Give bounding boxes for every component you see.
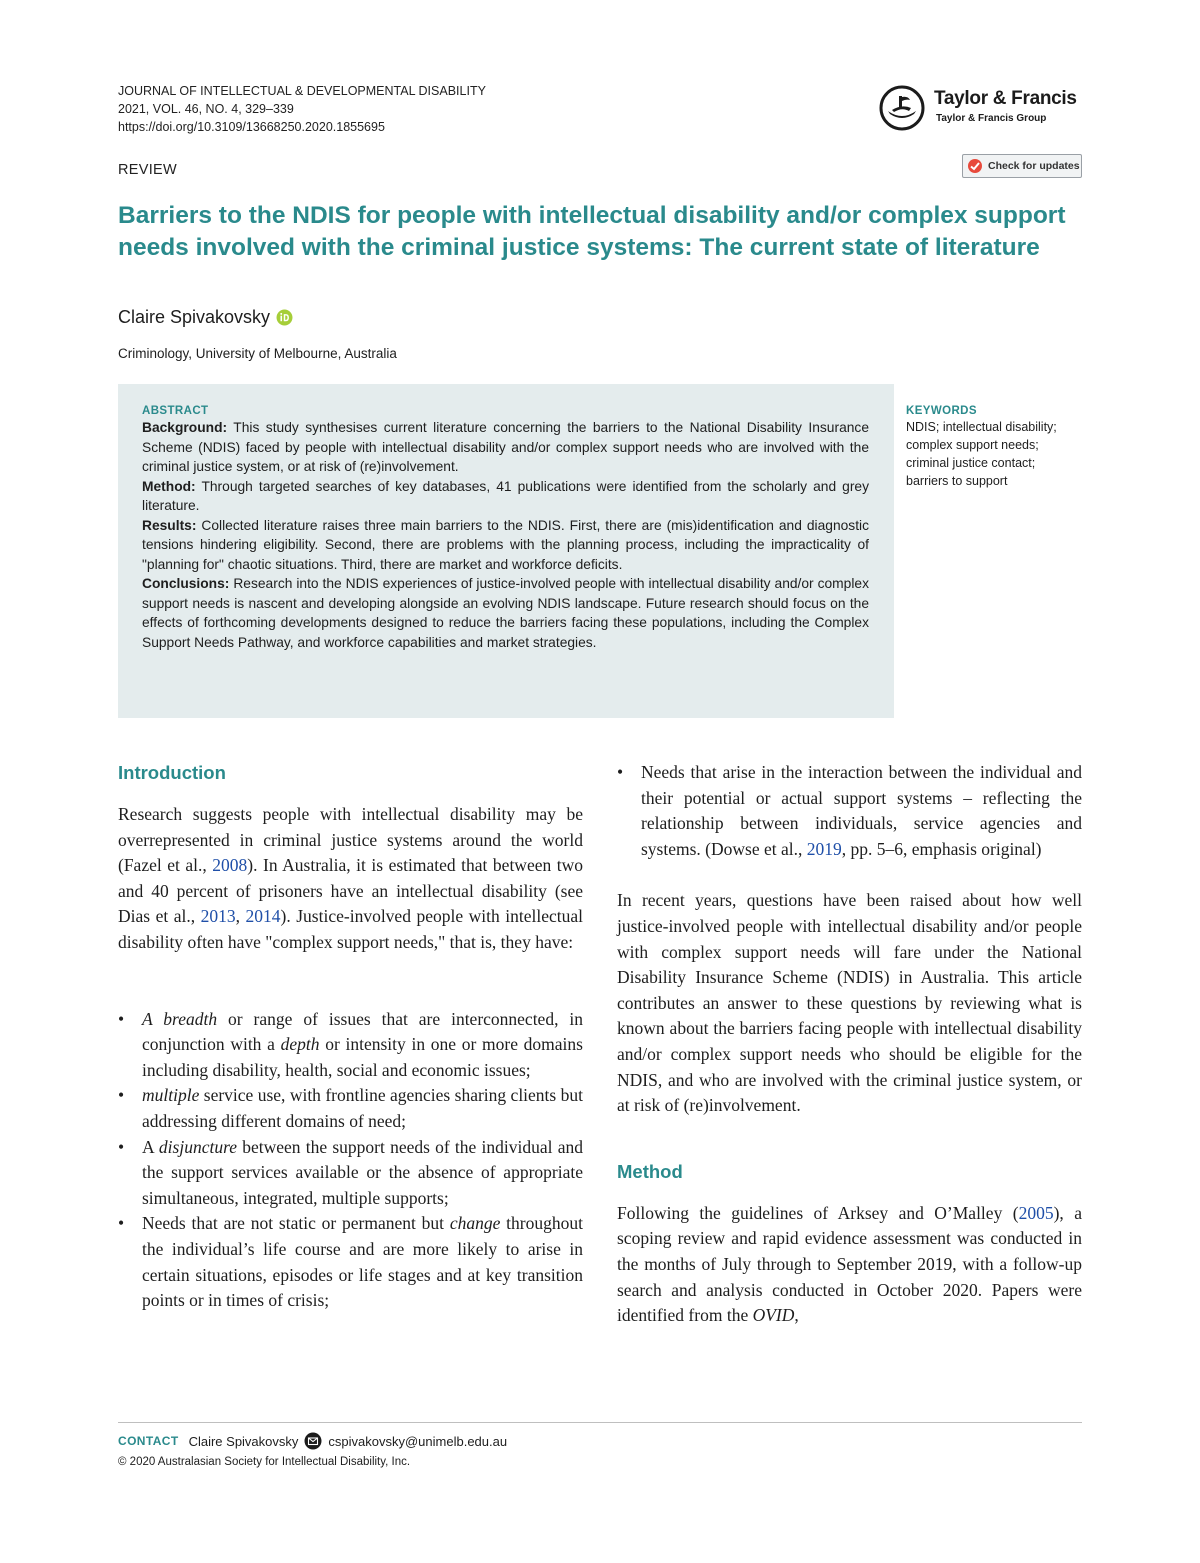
journal-doi[interactable]: https://doi.org/10.3109/13668250.2020.1855695 [118, 120, 385, 134]
abstract-method-label: Method: [142, 478, 196, 494]
body-column-right [617, 760, 1082, 1329]
keywords-block [906, 404, 1086, 490]
text-run: A [142, 1136, 159, 1157]
journal-header [118, 82, 486, 136]
article-title: Barriers to the NDIS for people with intellectual disability and/or complex support needs involved with the criminal justice systems: The current state of literature [118, 202, 1066, 261]
abstract-results-text: Collected literature raises three main barriers to the NDIS. First, there are (mis)identification and diagnostic tensions hindering eligibility. Second, there are problems with the planning process, including the impracticality of "planning for" chaotic situations. Third, there are market and workforce deficits. [142, 517, 869, 572]
abstract-method [142, 477, 869, 516]
abstract-heading: ABSTRACT [142, 405, 209, 417]
author-affiliation: Criminology, University of Melbourne, Australia [118, 346, 397, 361]
abstract-results-label: Results: [142, 517, 197, 533]
method-paragraph-1 [617, 1201, 1082, 1329]
text-run: Following the guidelines of Arksey and O’Malley ( [617, 1202, 1019, 1223]
text-run: Needs that are not static or permanent but [142, 1213, 450, 1234]
keyword-item: barriers to support [906, 474, 1008, 488]
text-run: OVID [752, 1305, 795, 1326]
complex-needs-list [118, 1007, 583, 1314]
list-item [118, 1211, 583, 1313]
abstract-conclusions [142, 574, 869, 652]
introduction-paragraph-1 [118, 802, 583, 956]
email-icon [304, 1432, 322, 1450]
citation-link[interactable]: 2013 [200, 906, 236, 927]
contact-email[interactable]: cspivakovsky@unimelb.edu.au [328, 1433, 508, 1449]
publisher-logo [878, 84, 1088, 134]
citation-link[interactable]: 2014 [245, 906, 281, 927]
list-item [118, 1083, 583, 1134]
text-run: multiple [142, 1085, 200, 1106]
text-run: depth [280, 1034, 320, 1055]
publisher-group: Taylor & Francis Group [936, 113, 1047, 124]
author-name: Claire Spivakovsky [118, 307, 271, 327]
text-run: or intensity in one or more domains including disability, health, social and economic issues; [142, 1034, 583, 1080]
publisher-name: Taylor & Francis [934, 88, 1077, 109]
text-run: Needs that arise in the interaction between the individual and their potential or actual support systems – reflecting the relationship between individuals, service agencies and systems. (Dowse et al., [641, 762, 1082, 859]
introduction-paragraph-2: In recent years, questions have been raised about how well justice-involved people with intellectual disability and/or people with complex support needs will fare under the National Disability Insurance Scheme (NDIS) in Australia. This article contributes an answer to these questions by reviewing what is known about the barriers facing people with intellectual disability and/or complex support needs who should be eligible for the NDIS, and who are involved with the criminal justice system, or at risk of (re)involvement. [617, 890, 1082, 1116]
keyword-item: intellectual disability; [942, 420, 1057, 434]
article-type: REVIEW [118, 162, 177, 178]
text-run: disjuncture [158, 1136, 237, 1157]
text-run: between the support needs of the individual and the support services available or the absence of appropriate simultaneous, integrated, multiple supports; [142, 1136, 583, 1208]
text-run: throughout the individual’s life course and are more likely to arise in certain situations, episodes or life stages and at key transition points or in times of crisis; [142, 1213, 583, 1311]
citation-link[interactable]: 2005 [1018, 1202, 1054, 1223]
check-for-updates-icon [967, 158, 983, 174]
copyright-notice: © 2020 Australasian Society for Intellectual Disability, Inc. [118, 1456, 411, 1468]
keyword-item: criminal justice contact; [906, 456, 1036, 470]
list-item [118, 1007, 583, 1084]
text-run: ). Justice-involved people with intellectual disability often have "complex support needs," that is, they have: [118, 906, 583, 952]
text-run: Research suggests people with intellectual disability may be overrepresented in criminal justice systems around the world (Fazel et al., [118, 804, 583, 876]
abstract-content [142, 404, 869, 652]
text-run: ). In Australia, it is estimated that between two and 40 percent of prisoners have an intellectual disability (see Dias et al., [118, 855, 583, 927]
citation-link[interactable]: 2019 [806, 838, 842, 859]
text-run: ), a scoping review and rapid evidence assessment was conducted in the months of July through to September 2019, with a follow-up search and analysis conducted in October 2020. Papers were identified from the [617, 1202, 1082, 1326]
check-for-updates-button[interactable] [962, 154, 1082, 178]
footer-divider [118, 1422, 1082, 1423]
introduction-heading: Introduction [118, 762, 226, 783]
contact-name: Claire Spivakovsky [188, 1433, 299, 1449]
text-run: change [449, 1213, 501, 1234]
abstract-background-label: Background: [142, 420, 228, 435]
complex-needs-list-continued [617, 760, 1082, 862]
citation-link[interactable]: 2008 [212, 855, 248, 876]
contact-label: CONTACT [118, 1434, 179, 1448]
list-item [118, 1135, 583, 1212]
text-run: , pp. 5–6, emphasis original) [841, 838, 1042, 859]
keywords-list [906, 418, 1086, 490]
text-run: service use, with frontline agencies sharing clients but addressing different domains of need; [142, 1085, 583, 1131]
taylor-francis-emblem-icon [878, 84, 926, 132]
abstract-background-text: This study synthesises current literature concerning the barriers to the National Disability Insurance Scheme (NDIS) faced by people with intellectual disability and/or complex support needs who are involved with the criminal justice system, or at risk of (re)involvement. [142, 420, 869, 474]
abstract-conclusions-text: Research into the NDIS experiences of justice-involved people with intellectual disability and/or complex support needs is nascent and developing alongside an evolving NDIS landscape. Future research should focus on the effects of forthcoming developments designed to reduce the barriers facing these populations, including the Complex Support Needs Pathway, and workforce capabilities and market strategies. [142, 576, 869, 650]
contact-line [118, 1432, 507, 1450]
method-heading: Method [617, 1160, 683, 1182]
text-run: , [235, 906, 246, 927]
author-line [118, 307, 293, 328]
abstract-box [118, 384, 894, 718]
body-column-left [118, 760, 583, 1314]
keyword-item: complex support needs; [906, 438, 1039, 452]
list-item [617, 760, 1082, 862]
abstract-results [142, 516, 869, 575]
journal-volume: 2021, VOL. 46, NO. 4, 329–339 [118, 102, 294, 116]
check-for-updates-label: Check for updates [988, 160, 1080, 172]
abstract-background [142, 418, 869, 477]
keywords-heading: KEYWORDS [906, 405, 977, 417]
text-run: or range of issues that are interconnected, in conjunction with a [142, 1008, 584, 1055]
text-run: A breadth [142, 1008, 218, 1029]
text-run: , [794, 1305, 799, 1326]
abstract-conclusions-label: Conclusions: [142, 576, 230, 591]
abstract-method-text: Through targeted searches of key databases, 41 publications were identified from the scholarly and grey literature. [142, 478, 869, 513]
journal-name: JOURNAL OF INTELLECTUAL & DEVELOPMENTAL DISABILITY [118, 84, 486, 98]
keyword-item: NDIS; [906, 420, 940, 434]
orcid-icon[interactable] [276, 309, 293, 326]
